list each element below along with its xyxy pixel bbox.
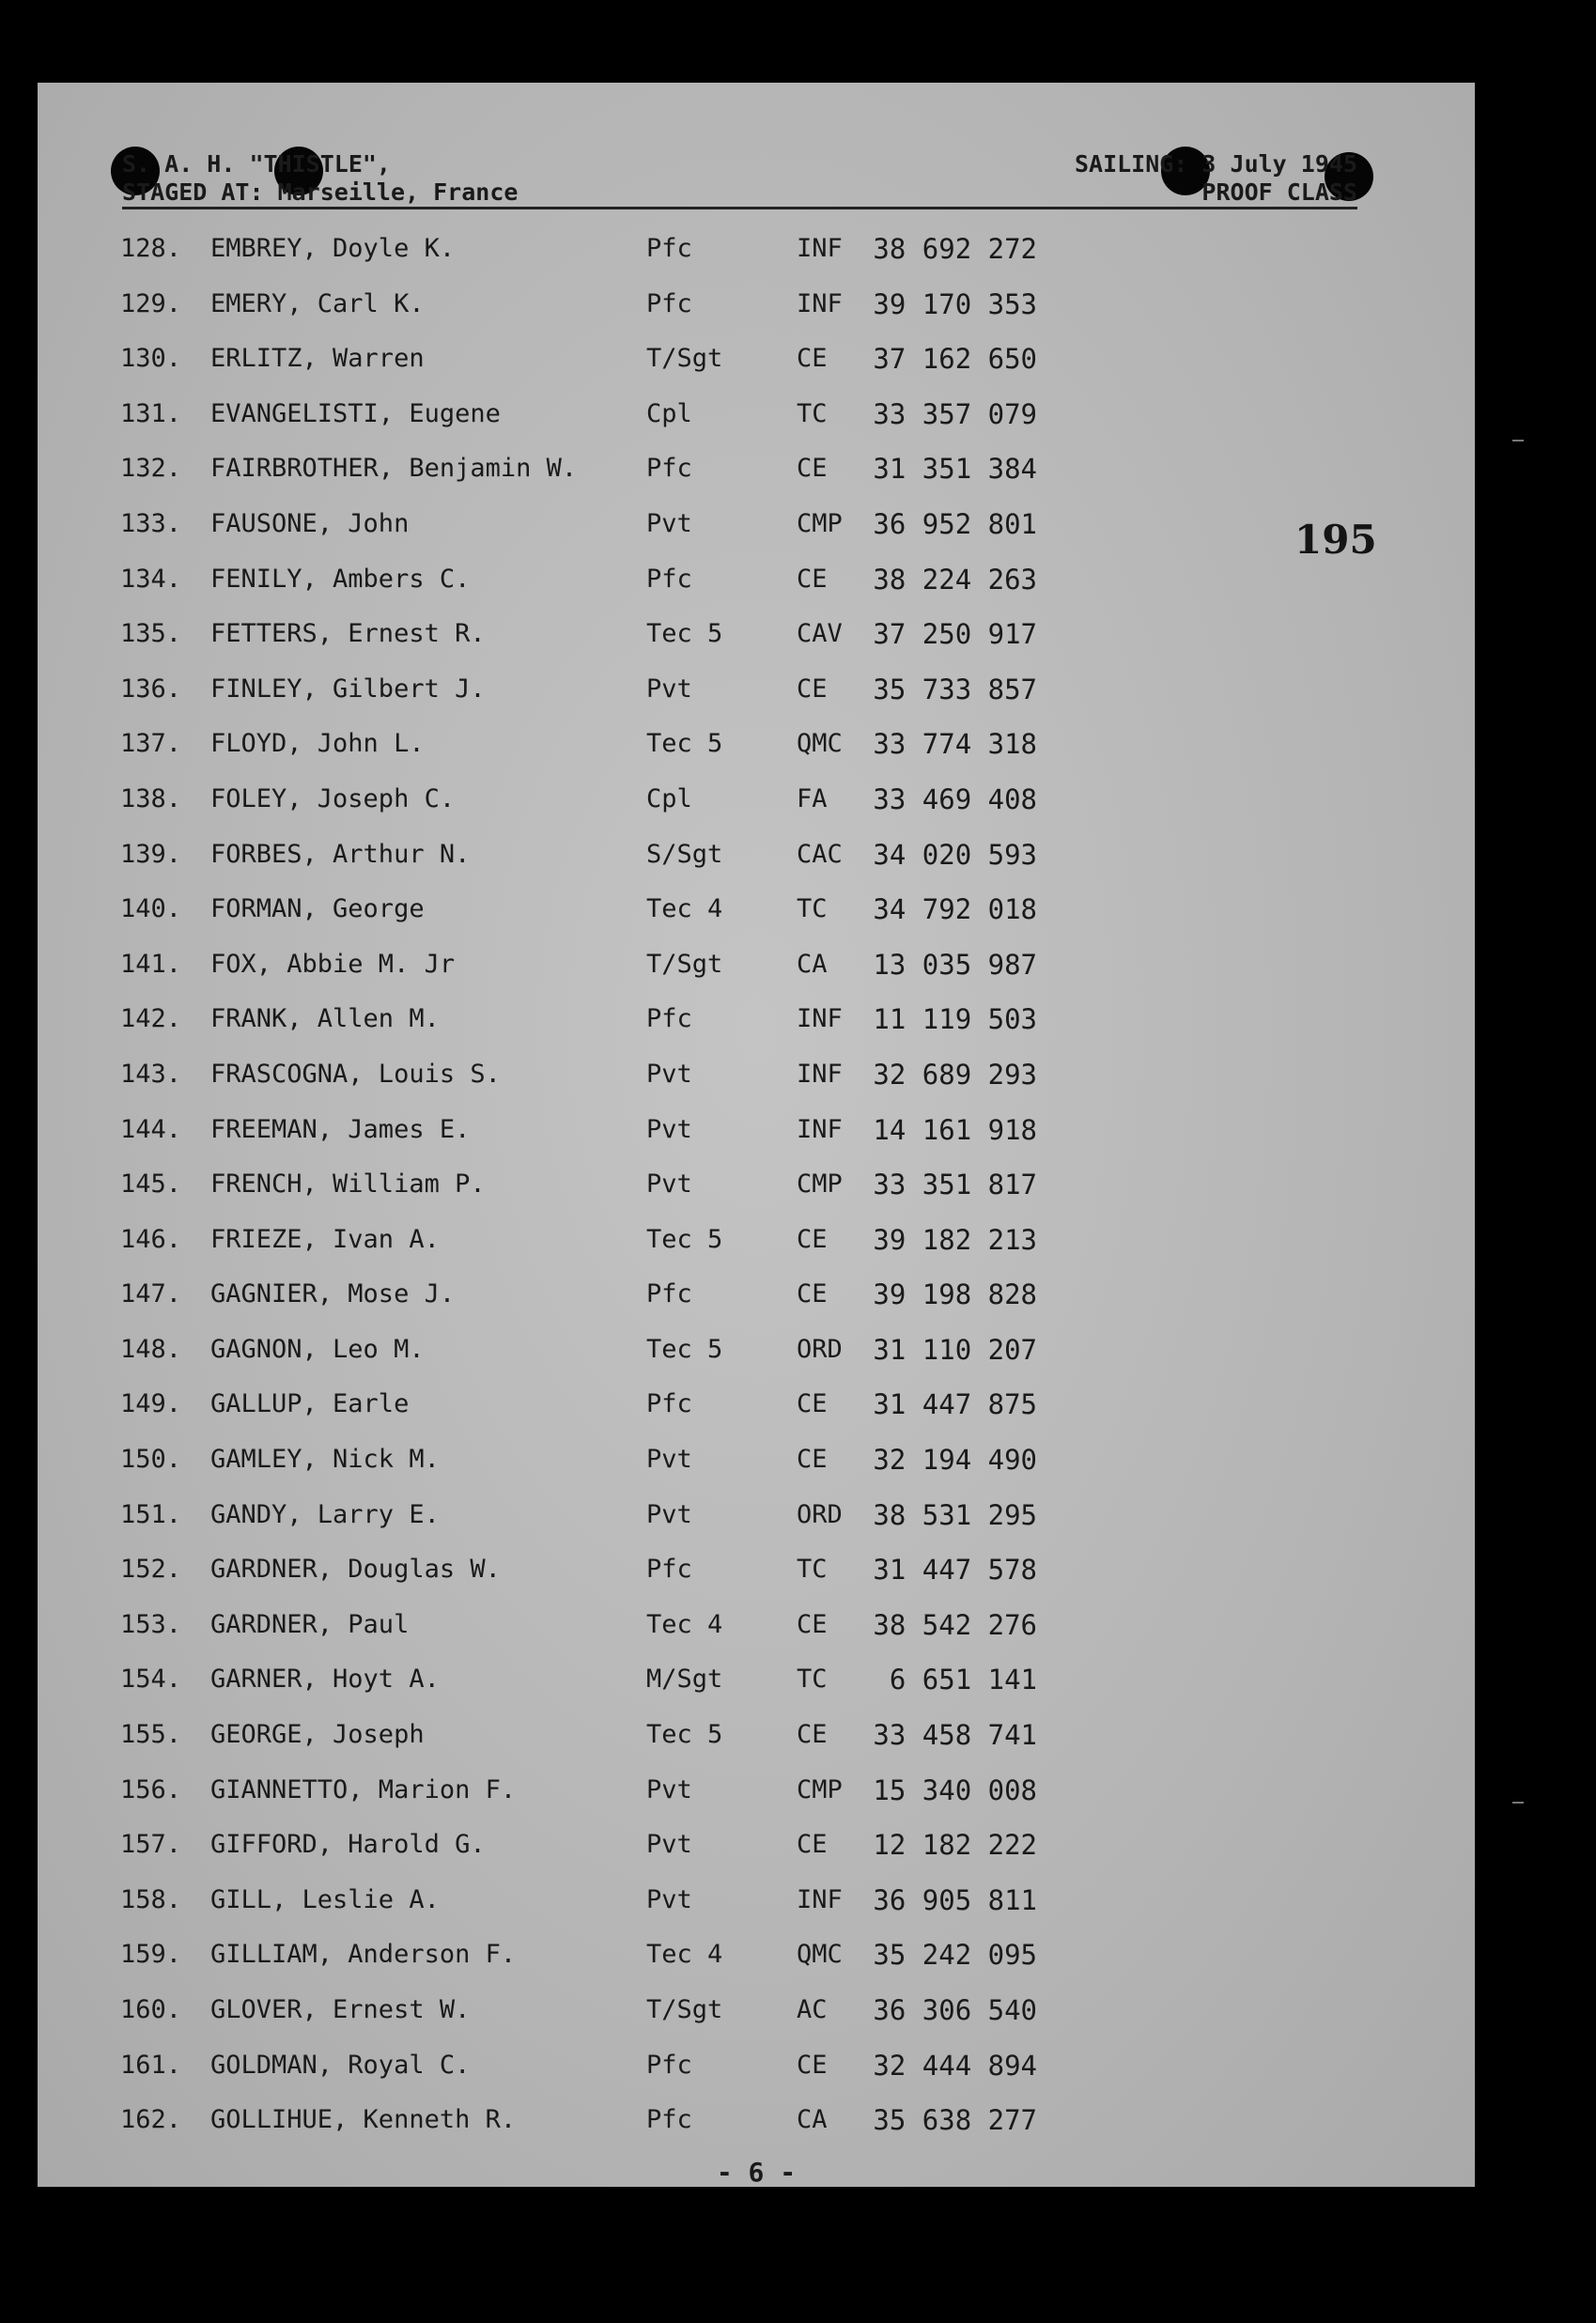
roster-row xyxy=(120,1433,1060,1488)
roster-row xyxy=(120,882,1060,937)
roster-number: 140. xyxy=(120,894,182,924)
serial-number: 32 194 490 xyxy=(873,1444,1037,1477)
document-header xyxy=(122,150,1357,209)
roster-number: 142. xyxy=(120,1004,182,1034)
soldier-branch: CE xyxy=(797,1389,828,1419)
soldier-name: FAUSONE, John xyxy=(210,508,410,538)
soldier-rank: Tec 5 xyxy=(646,619,723,649)
soldier-name: GARNER, Hoyt A. xyxy=(210,1665,440,1695)
roster-row xyxy=(120,552,1060,608)
roster-number: 156. xyxy=(120,1774,182,1804)
soldier-name: EVANGELISTI, Eugene xyxy=(210,398,501,428)
soldier-rank: Pvt xyxy=(646,674,692,704)
soldier-rank: Pvt xyxy=(646,508,692,538)
serial-number: 38 224 263 xyxy=(873,563,1037,596)
soldier-branch: INF xyxy=(797,234,843,263)
serial-number: 33 458 741 xyxy=(873,1719,1037,1752)
soldier-branch: CMP xyxy=(797,1169,843,1200)
serial-number: 38 531 295 xyxy=(873,1498,1037,1531)
soldier-branch: QMC xyxy=(797,1940,843,1970)
soldier-name: GALLUP, Earle xyxy=(210,1389,410,1419)
serial-number: 35 242 095 xyxy=(873,1939,1037,1972)
roster-number: 152. xyxy=(120,1555,182,1585)
soldier-name: FORMAN, George xyxy=(210,894,425,924)
roster-number: 145. xyxy=(120,1169,182,1200)
serial-number: 15 340 008 xyxy=(873,1773,1037,1806)
soldier-rank: T/Sgt xyxy=(646,1995,723,2024)
soldier-rank: Pfc xyxy=(646,1389,692,1419)
soldier-rank: T/Sgt xyxy=(646,344,723,374)
serial-number: 14 161 918 xyxy=(873,1113,1037,1146)
roster-number: 153. xyxy=(120,1609,182,1639)
roster-number: 136. xyxy=(120,674,182,704)
serial-number: 33 774 318 xyxy=(873,728,1037,761)
soldier-name: GAMLEY, Nick M. xyxy=(210,1445,440,1475)
soldier-rank: Cpl xyxy=(646,783,692,813)
soldier-branch: ORD xyxy=(797,1499,843,1529)
soldier-name: GIANNETTO, Marion F. xyxy=(210,1774,517,1804)
soldier-rank: Tec 5 xyxy=(646,729,723,759)
soldier-rank: Pfc xyxy=(646,234,692,263)
roster-row xyxy=(120,992,1060,1047)
roster-row xyxy=(120,1047,1060,1103)
soldier-rank: Pvt xyxy=(646,1445,692,1475)
soldier-rank: Cpl xyxy=(646,398,692,428)
roster-number: 129. xyxy=(120,288,182,318)
soldier-branch: CE xyxy=(797,1224,828,1254)
roster-number: 161. xyxy=(120,2050,182,2080)
soldier-branch: CE xyxy=(797,1830,828,1860)
serial-number: 6 651 141 xyxy=(889,1664,1037,1696)
soldier-branch: CAC xyxy=(797,839,843,869)
roster-row xyxy=(120,717,1060,772)
serial-number: 35 638 277 xyxy=(873,2104,1037,2137)
soldier-branch: INF xyxy=(797,1884,843,1914)
roster-number: 148. xyxy=(120,1334,182,1364)
roster-row xyxy=(120,1213,1060,1268)
soldier-branch: TC xyxy=(797,1555,828,1585)
soldier-branch: CAV xyxy=(797,619,843,649)
soldier-name: FRANK, Allen M. xyxy=(210,1004,440,1034)
serial-number: 31 351 384 xyxy=(873,453,1037,486)
soldier-rank: S/Sgt xyxy=(646,839,723,869)
serial-number: 36 952 801 xyxy=(873,507,1037,540)
serial-number: 31 447 875 xyxy=(873,1388,1037,1421)
serial-number: 38 542 276 xyxy=(873,1608,1037,1641)
roster-row xyxy=(120,441,1060,497)
soldier-branch: TC xyxy=(797,894,828,924)
soldier-rank: Pfc xyxy=(646,2050,692,2080)
soldier-name: GAGNIER, Mose J. xyxy=(210,1279,456,1309)
roster-number: 138. xyxy=(120,783,182,813)
page-number: - 6 - xyxy=(716,2157,797,2188)
roster-row xyxy=(120,1103,1060,1158)
soldier-branch: INF xyxy=(797,1114,843,1144)
roster-number: 143. xyxy=(120,1059,182,1089)
soldier-name: GILLIAM, Anderson F. xyxy=(210,1940,517,1970)
roster-number: 155. xyxy=(120,1720,182,1750)
serial-number: 32 444 894 xyxy=(873,2049,1037,2082)
roster-number: 160. xyxy=(120,1995,182,2024)
soldier-name: FREEMAN, James E. xyxy=(210,1114,471,1144)
serial-number: 37 162 650 xyxy=(873,343,1037,376)
soldier-name: FINLEY, Gilbert J. xyxy=(210,674,486,704)
serial-number: 39 198 828 xyxy=(873,1278,1037,1311)
soldier-rank: Pvt xyxy=(646,1059,692,1089)
soldier-branch: TC xyxy=(797,398,828,428)
proof-class: PROOF CLASS xyxy=(1201,178,1357,206)
soldier-name: FETTERS, Ernest R. xyxy=(210,619,486,649)
serial-number: 39 182 213 xyxy=(873,1223,1037,1256)
serial-number: 33 351 817 xyxy=(873,1169,1037,1201)
ship-name: S. A. H. "THISTLE", xyxy=(122,150,391,178)
soldier-branch: CE xyxy=(797,1720,828,1750)
soldier-rank: Tec 4 xyxy=(646,1609,723,1639)
soldier-rank: Pvt xyxy=(646,1774,692,1804)
roster-row xyxy=(120,1488,1060,1543)
roster-number: 151. xyxy=(120,1499,182,1529)
roster-number: 154. xyxy=(120,1665,182,1695)
soldier-rank: Tec 5 xyxy=(646,1720,723,1750)
roster-row xyxy=(120,497,1060,552)
scan-mark xyxy=(1512,1802,1524,1804)
soldier-branch: CA xyxy=(797,949,828,979)
soldier-rank: Pfc xyxy=(646,1004,692,1034)
soldier-name: FRIEZE, Ivan A. xyxy=(210,1224,440,1254)
soldier-branch: CA xyxy=(797,2105,828,2135)
serial-number: 33 357 079 xyxy=(873,397,1037,430)
soldier-rank: Pfc xyxy=(646,2105,692,2135)
soldier-name: FENILY, Ambers C. xyxy=(210,564,471,594)
roster-row xyxy=(120,1598,1060,1653)
soldier-branch: CE xyxy=(797,1445,828,1475)
serial-number: 12 182 222 xyxy=(873,1829,1037,1862)
roster-number: 134. xyxy=(120,564,182,594)
soldier-rank: Pfc xyxy=(646,1279,692,1309)
soldier-rank: Pvt xyxy=(646,1499,692,1529)
serial-number: 11 119 503 xyxy=(873,1003,1037,1036)
roster-row xyxy=(120,828,1060,883)
roster-number: 159. xyxy=(120,1940,182,1970)
soldier-rank: Tec 4 xyxy=(646,1940,723,1970)
stamp-number: 195 xyxy=(1294,517,1377,563)
soldier-branch: INF xyxy=(797,288,843,318)
staging-location: STAGED AT: Marseille, France xyxy=(122,178,519,206)
roster-number: 158. xyxy=(120,1884,182,1914)
roster-number: 162. xyxy=(120,2105,182,2135)
soldier-name: ERLITZ, Warren xyxy=(210,344,425,374)
roster-row xyxy=(120,1763,1060,1819)
soldier-name: GOLLIHUE, Kenneth R. xyxy=(210,2105,517,2135)
soldier-branch: CE xyxy=(797,564,828,594)
soldier-name: GEORGE, Joseph xyxy=(210,1720,425,1750)
soldier-branch: CE xyxy=(797,1279,828,1309)
roster-row xyxy=(120,1323,1060,1378)
soldier-branch: FA xyxy=(797,783,828,813)
soldier-name: GAGNON, Leo M. xyxy=(210,1334,425,1364)
soldier-rank: Pfc xyxy=(646,564,692,594)
roster-row xyxy=(120,1983,1060,2038)
roster-row xyxy=(120,1818,1060,1873)
soldier-rank: Tec 4 xyxy=(646,894,723,924)
soldier-rank: Tec 5 xyxy=(646,1334,723,1364)
soldier-name: GOLDMAN, Royal C. xyxy=(210,2050,471,2080)
soldier-name: FAIRBROTHER, Benjamin W. xyxy=(210,454,578,484)
soldier-name: GARDNER, Paul xyxy=(210,1609,410,1639)
serial-number: 13 035 987 xyxy=(873,948,1037,981)
roster-row xyxy=(120,1873,1060,1928)
soldier-rank: M/Sgt xyxy=(646,1665,723,1695)
soldier-branch: CE xyxy=(797,674,828,704)
roster-row xyxy=(120,332,1060,387)
roster-row xyxy=(120,387,1060,442)
soldier-branch: CMP xyxy=(797,1774,843,1804)
roster-row xyxy=(120,222,1060,277)
soldier-rank: Pfc xyxy=(646,288,692,318)
soldier-rank: Pvt xyxy=(646,1830,692,1860)
soldier-branch: ORD xyxy=(797,1334,843,1364)
soldier-name: EMERY, Carl K. xyxy=(210,288,425,318)
roster-number: 130. xyxy=(120,344,182,374)
soldier-rank: Pvt xyxy=(646,1114,692,1144)
serial-number: 35 733 857 xyxy=(873,673,1037,705)
soldier-branch: INF xyxy=(797,1059,843,1089)
soldier-branch: CMP xyxy=(797,508,843,538)
serial-number: 34 792 018 xyxy=(873,893,1037,926)
soldier-rank: Pvt xyxy=(646,1169,692,1200)
serial-number: 36 306 540 xyxy=(873,1994,1037,2026)
roster-row xyxy=(120,772,1060,828)
soldier-name: GARDNER, Douglas W. xyxy=(210,1555,501,1585)
soldier-name: FORBES, Arthur N. xyxy=(210,839,471,869)
serial-number: 34 020 593 xyxy=(873,838,1037,871)
soldier-branch: AC xyxy=(797,1995,828,2024)
roster-number: 157. xyxy=(120,1830,182,1860)
serial-number: 33 469 408 xyxy=(873,782,1037,815)
roster-row xyxy=(120,2093,1060,2148)
roster-row xyxy=(120,1928,1060,1983)
serial-number: 39 170 353 xyxy=(873,287,1037,320)
serial-number: 36 905 811 xyxy=(873,1883,1037,1916)
serial-number: 32 689 293 xyxy=(873,1058,1037,1091)
roster-number: 150. xyxy=(120,1445,182,1475)
soldier-rank: Pfc xyxy=(646,1555,692,1585)
roster-row xyxy=(120,607,1060,662)
roster-number: 128. xyxy=(120,234,182,263)
soldier-name: GLOVER, Ernest W. xyxy=(210,1995,471,2024)
roster-row xyxy=(120,2038,1060,2094)
roster-number: 131. xyxy=(120,398,182,428)
soldier-name: FOX, Abbie M. Jr xyxy=(210,949,456,979)
roster-row xyxy=(120,1708,1060,1763)
soldier-branch: CE xyxy=(797,1609,828,1639)
soldier-name: FRASCOGNA, Louis S. xyxy=(210,1059,501,1089)
roster-number: 149. xyxy=(120,1389,182,1419)
soldier-branch: QMC xyxy=(797,729,843,759)
soldier-branch: CE xyxy=(797,2050,828,2080)
soldier-name: EMBREY, Doyle K. xyxy=(210,234,456,263)
soldier-branch: INF xyxy=(797,1004,843,1034)
soldier-branch: CE xyxy=(797,454,828,484)
soldier-name: FRENCH, William P. xyxy=(210,1169,486,1200)
sailing-date: SAILING: 3 July 1945 xyxy=(1074,150,1357,178)
roster-number: 146. xyxy=(120,1224,182,1254)
roster-row xyxy=(120,1652,1060,1708)
soldier-rank: Pvt xyxy=(646,1884,692,1914)
roster-row xyxy=(120,277,1060,333)
soldier-branch: TC xyxy=(797,1665,828,1695)
soldier-name: GANDY, Larry E. xyxy=(210,1499,440,1529)
roster-number: 132. xyxy=(120,454,182,484)
roster-number: 135. xyxy=(120,619,182,649)
roster-number: 139. xyxy=(120,839,182,869)
roster-list xyxy=(120,222,1060,2148)
soldier-name: GILL, Leslie A. xyxy=(210,1884,440,1914)
roster-number: 147. xyxy=(120,1279,182,1309)
roster-row xyxy=(120,662,1060,718)
soldier-rank: T/Sgt xyxy=(646,949,723,979)
roster-number: 137. xyxy=(120,729,182,759)
soldier-branch: CE xyxy=(797,344,828,374)
soldier-name: GIFFORD, Harold G. xyxy=(210,1830,486,1860)
serial-number: 31 110 207 xyxy=(873,1333,1037,1366)
document-page xyxy=(38,83,1475,2187)
serial-number: 38 692 272 xyxy=(873,233,1037,265)
soldier-rank: Tec 5 xyxy=(646,1224,723,1254)
scan-mark xyxy=(1512,440,1524,441)
serial-number: 31 447 578 xyxy=(873,1554,1037,1587)
roster-number: 144. xyxy=(120,1114,182,1144)
soldier-name: FLOYD, John L. xyxy=(210,729,425,759)
soldier-name: FOLEY, Joseph C. xyxy=(210,783,456,813)
serial-number: 37 250 917 xyxy=(873,618,1037,651)
roster-row xyxy=(120,1157,1060,1213)
roster-row xyxy=(120,1267,1060,1323)
roster-row xyxy=(120,1542,1060,1598)
roster-number: 133. xyxy=(120,508,182,538)
soldier-rank: Pfc xyxy=(646,454,692,484)
roster-row xyxy=(120,1377,1060,1433)
roster-row xyxy=(120,937,1060,993)
roster-number: 141. xyxy=(120,949,182,979)
